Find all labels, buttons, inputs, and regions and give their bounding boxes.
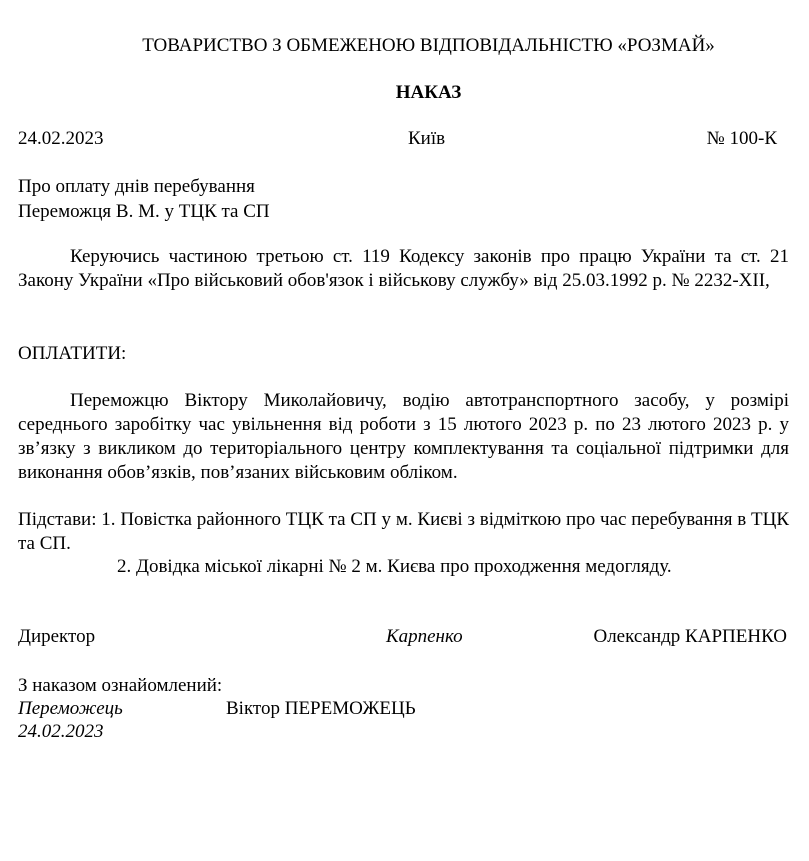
order-date: 24.02.2023 xyxy=(18,128,104,149)
employee-name: Віктор ПЕРЕМОЖЕЦЬ xyxy=(226,698,416,719)
company-name: ТОВАРИСТВО З ОБМЕЖЕНОЮ ВІДПОВІДАЛЬНІСТЮ «РОЗМАЙ» xyxy=(142,35,715,56)
director-position: Директор xyxy=(18,626,96,647)
acknowledgement-date: 24.02.2023 xyxy=(18,721,104,742)
acknowledgement-label: З наказом ознайомлений: xyxy=(18,675,223,696)
order-verb: ОПЛАТИТИ: xyxy=(18,343,127,364)
basis-item-2: 2. Довідка міської лікарні № 2 м. Києва про проходження медогляду. xyxy=(117,556,672,577)
basis-item-1: Підстави: 1. Повістка районного ТЦК та СП у м. Києві з відміткою про час перебування в ТЦК та СП. xyxy=(18,509,789,554)
director-signature: Карпенко xyxy=(386,626,463,647)
employee-signature: Переможець xyxy=(18,698,123,719)
subject-line-1: Про оплату днів перебування xyxy=(18,176,255,197)
document xyxy=(18,0,789,861)
order-number: № 100-К xyxy=(706,128,777,149)
subject-line-2: Переможця В. М. у ТЦК та СП xyxy=(18,201,270,222)
director-name: Олександр КАРПЕНКО xyxy=(593,626,787,647)
order-city: Київ xyxy=(408,128,446,149)
document-title: НАКАЗ xyxy=(395,82,462,103)
preamble-paragraph: Керуючись частиною третьою ст. 119 Кодексу законів про працю України та ст. 21 Закону України «Про військовий обов'язок і військову службу» від 25.03.1992 р. № 2232-XII, xyxy=(18,246,789,291)
order-paragraph: Переможцю Віктору Миколайовичу, водію автотранспортного засобу, у розмірі середнього заробітку час увільнення від роботи з 15 лютого 2023 р. по 23 лютого 2023 р. у зв’язку з викликом до територіального центру комплектування та соціальної підтримки для виконання обов’язків, пов’язаних військовим обліком. xyxy=(18,390,789,483)
